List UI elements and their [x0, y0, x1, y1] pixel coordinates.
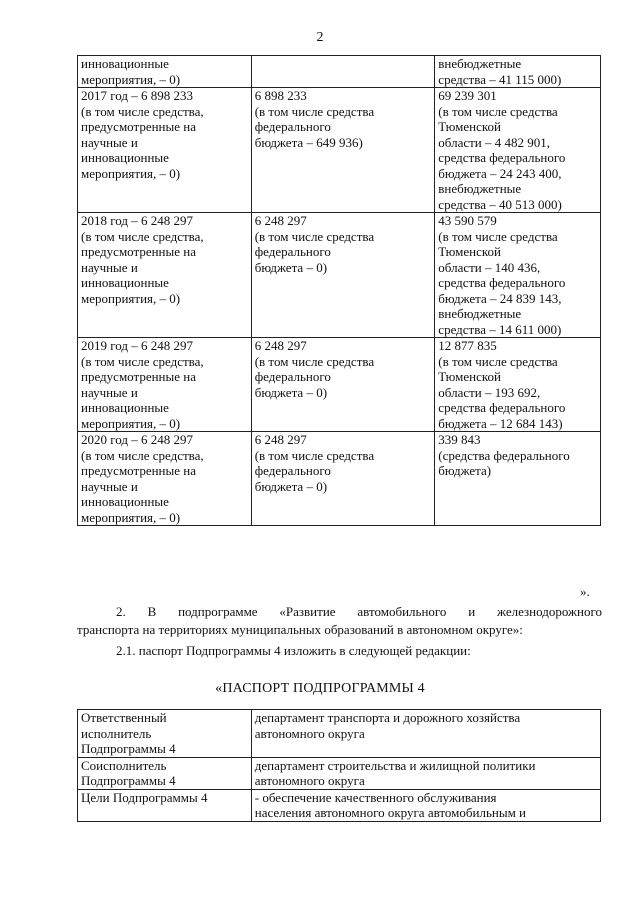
table-row [78, 789, 601, 821]
cell-text: 12 877 835 (в том числе средства Тюменской области – 193 692, средства федерального бюджета – 12 684 143) [438, 338, 566, 431]
passport-table [77, 709, 601, 822]
table-cell [78, 213, 252, 338]
table-cell [251, 213, 435, 338]
row-label: Ответственный исполнитель Подпрограммы 4 [81, 710, 176, 756]
row-label: Соисполнитель Подпрограммы 4 [81, 757, 176, 788]
table-cell [78, 56, 252, 88]
paragraph-2: 2. В подпрограмме «Развитие автомобильного и железнодорожного [116, 604, 602, 619]
row-value: - обеспечение качественного обслуживания населения автономного округа автомобильным и [254, 789, 527, 820]
table-row [78, 432, 601, 526]
row-label-cell [78, 789, 252, 821]
page-number: 2 [316, 30, 324, 45]
table-row [78, 56, 601, 88]
table-row [78, 213, 601, 338]
table-cell [251, 56, 435, 88]
table-row [78, 338, 601, 432]
table-cell [251, 88, 435, 213]
cell-text: 2019 год – 6 248 297 (в том числе средства, предусмотренные на научные и инновационные мероприятия, – 0) [81, 338, 204, 431]
cell-text: 2020 год – 6 248 297 (в том числе средства, предусмотренные на научные и инновационные мероприятия, – 0) [81, 432, 204, 525]
cell-text: 6 898 233 (в том числе средства федерального бюджета – 649 936) [254, 88, 375, 150]
passport-heading: «ПАСПОРТ ПОДПРОГРАММЫ 4 [215, 681, 425, 696]
row-value-cell [251, 757, 600, 789]
cell-text: внебюджетные средства – 41 115 000) [438, 56, 562, 87]
paragraph-2-1: 2.1. паспорт Подпрограммы 4 изложить в следующей редакции: [116, 643, 471, 658]
table-cell [251, 338, 435, 432]
paragraph-2-continuation: транспорта на территориях муниципальных образований в автономном округе»: [77, 622, 523, 637]
row-value: департамент транспорта и дорожного хозяйства автономного округа [254, 710, 521, 741]
table-row [78, 757, 601, 789]
cell-text: 43 590 579 (в том числе средства Тюменской области – 140 436, средства федерального бюджета – 24 839 143, внебюджетные средства – 14 611 000) [438, 213, 566, 337]
cell-text: 2018 год – 6 248 297 (в том числе средства, предусмотренные на научные и инновационные мероприятия, – 0) [81, 213, 204, 306]
table-cell [78, 432, 252, 526]
row-label-cell [78, 710, 252, 758]
cell-text: 69 239 301 (в том числе средства Тюменской области – 4 482 901, средства федерального бюджета – 24 243 400, внебюджетные средства – 40 513 000) [438, 88, 566, 212]
table-cell [435, 338, 601, 432]
cell-text: 6 248 297 (в том числе средства федерального бюджета – 0) [254, 213, 375, 275]
table-cell [435, 56, 601, 88]
table-cell [435, 213, 601, 338]
row-label-cell [78, 757, 252, 789]
cell-text: инновационные мероприятия, – 0) [81, 56, 181, 87]
table-row [78, 88, 601, 213]
cell-text: 2017 год – 6 898 233 (в том числе средства, предусмотренные на научные и инновационные мероприятия, – 0) [81, 88, 204, 181]
table-cell [78, 88, 252, 213]
table-cell [435, 432, 601, 526]
quote-end-mark: ». [580, 584, 590, 599]
table-cell [251, 432, 435, 526]
table-cell [78, 338, 252, 432]
budget-table [77, 55, 601, 526]
cell-text: 6 248 297 (в том числе средства федерального бюджета – 0) [254, 338, 375, 400]
cell-text: 6 248 297 (в том числе средства федерального бюджета – 0) [254, 432, 375, 494]
row-value: департамент строительства и жилищной политики автономного округа [254, 757, 536, 788]
table-cell [435, 88, 601, 213]
cell-text: 339 843 (средства федерального бюджета) [438, 432, 570, 478]
row-value-cell [251, 789, 600, 821]
row-label: Цели Подпрограммы 4 [81, 789, 208, 805]
row-value-cell [251, 710, 600, 758]
table-row [78, 710, 601, 758]
